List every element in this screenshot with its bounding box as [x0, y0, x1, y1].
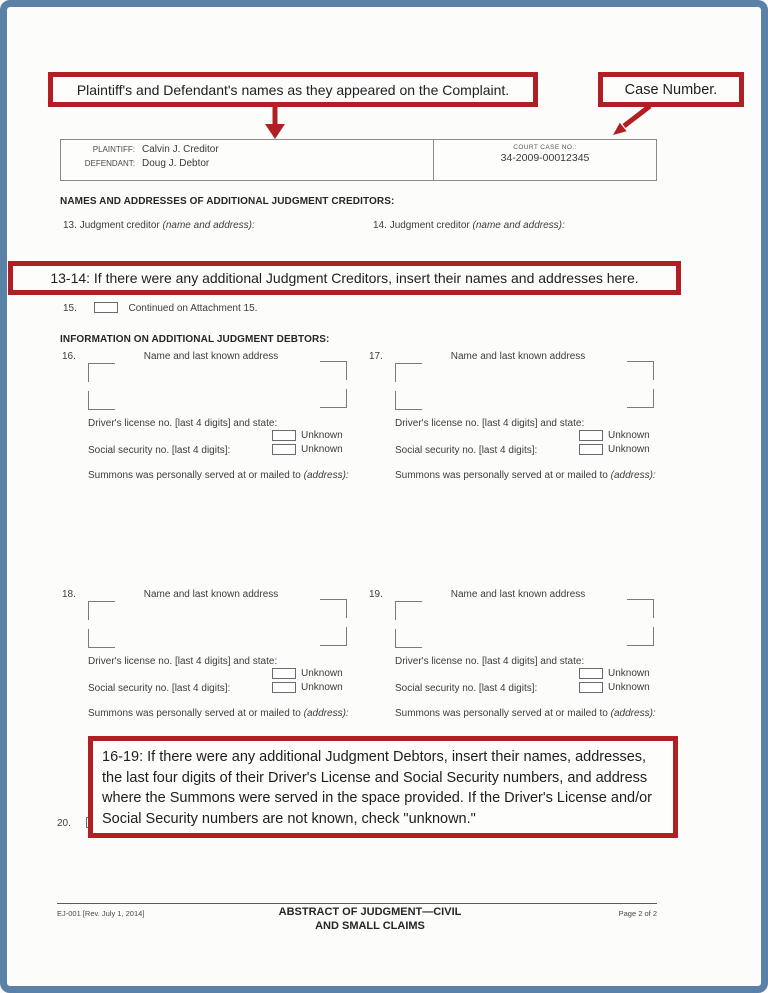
address-corner-mark-icon — [320, 389, 347, 408]
unknown-label: Unknown — [608, 682, 650, 693]
item-number: 14. — [373, 220, 387, 231]
item-number: 13. — [63, 220, 77, 231]
drivers-license-label: Driver's license no. [last 4 digits] and state: — [395, 418, 585, 429]
creditors-section-heading: NAMES AND ADDRESSES OF ADDITIONAL JUDGMENT CREDITORS: — [60, 196, 395, 207]
address-corner-mark-icon — [627, 361, 654, 380]
plaintiff-row — [69, 144, 433, 155]
court-case-no-value: 34-2009-00012345 — [500, 152, 590, 164]
address-hint: (address): — [303, 708, 349, 719]
debtor-block-18 — [60, 589, 360, 725]
continued-attachment-checkbox[interactable] — [94, 302, 118, 313]
ssn-unknown-row — [579, 682, 650, 693]
item-number: 16. — [62, 351, 76, 362]
case-caption-table — [60, 139, 657, 181]
defendant-name: Doug J. Debtor — [142, 158, 210, 169]
name-address-label: Name and last known address — [450, 589, 586, 600]
item-number: 18. — [62, 589, 76, 600]
address-corner-mark-icon — [88, 391, 115, 410]
summons-served-label: Summons was personally served at or mailed to (address): — [88, 470, 349, 481]
annotation-creditors-callout — [8, 261, 681, 295]
address-hint: (address): — [610, 470, 656, 481]
continued-attachment-15-row — [63, 302, 257, 314]
item-number: 20. — [57, 818, 71, 829]
item-number: 19. — [369, 589, 383, 600]
page-number: Page 2 of 2 — [618, 909, 657, 918]
annotation-debtors-text: 16-19: If there were any additional Judgment Debtors, insert their names, addresses, the last four digits of their Driver's License and Social Security numbers, and address where the Summons were served in the space provided. If the Driver's License and/or Social Security numbers are not known, check "unknown." — [102, 749, 653, 827]
address-corner-mark-icon — [320, 627, 347, 646]
item-number: 17. — [369, 351, 383, 362]
ssn-unknown-checkbox[interactable] — [272, 444, 296, 455]
dl-unknown-checkbox[interactable] — [579, 430, 603, 441]
address-hint: (address): — [610, 708, 656, 719]
ssn-unknown-checkbox[interactable] — [272, 682, 296, 693]
diagonal-arrow-icon — [600, 105, 660, 139]
form-title-line2: AND SMALL CLAIMS — [315, 919, 425, 932]
plaintiff-label: PLAINTIFF: — [92, 145, 135, 154]
ssn-unknown-row — [272, 444, 343, 455]
drivers-license-label: Driver's license no. [last 4 digits] and state: — [395, 656, 585, 667]
judgment-creditor-label: Judgment creditor — [389, 220, 470, 231]
annotation-debtors-callout — [88, 736, 678, 838]
summons-served-label: Summons was personally served at or mailed to (address): — [88, 708, 349, 719]
debtor-block-17 — [367, 351, 667, 487]
dl-unknown-checkbox[interactable] — [272, 430, 296, 441]
footer-divider — [57, 903, 657, 904]
form-title — [200, 906, 540, 933]
address-corner-mark-icon — [627, 599, 654, 618]
judgment-creditor-label: Judgment creditor — [79, 220, 160, 231]
drivers-license-label: Driver's license no. [last 4 digits] and state: — [88, 418, 278, 429]
address-corner-mark-icon — [395, 601, 422, 620]
social-security-label: Social security no. [last 4 digits]: — [88, 683, 231, 694]
annotation-names-text: Plaintiff's and Defendant's names as they appeared on the Complaint. — [76, 81, 510, 98]
summons-served-label: Summons was personally served at or mailed to (address): — [395, 708, 656, 719]
name-address-label: Name and last known address — [450, 351, 586, 362]
dl-unknown-row — [579, 430, 650, 441]
address-corner-mark-icon — [88, 629, 115, 648]
debtors-section-heading: INFORMATION ON ADDITIONAL JUDGMENT DEBTORS: — [60, 334, 330, 345]
form-title-line1: ABSTRACT OF JUDGMENT—CIVIL — [278, 906, 462, 918]
address-corner-mark-icon — [395, 363, 422, 382]
social-security-label: Social security no. [last 4 digits]: — [88, 445, 231, 456]
address-corner-mark-icon — [88, 363, 115, 382]
debtor-block-16 — [60, 351, 360, 487]
address-corner-mark-icon — [320, 361, 347, 380]
ssn-unknown-row — [272, 682, 343, 693]
unknown-label: Unknown — [301, 444, 343, 455]
address-hint: (address): — [303, 470, 349, 481]
annotation-names-callout — [48, 72, 538, 107]
name-address-label: Name and last known address — [143, 589, 279, 600]
social-security-label: Social security no. [last 4 digits]: — [395, 683, 538, 694]
judgment-creditor-13 — [63, 220, 255, 231]
continued-attachment-label: Continued on Attachment 15. — [128, 303, 258, 314]
form-id: EJ-001 [Rev. July 1, 2014] — [57, 909, 145, 918]
dl-unknown-row — [579, 668, 650, 679]
name-address-label: Name and last known address — [143, 351, 279, 362]
address-corner-mark-icon — [88, 601, 115, 620]
court-case-number-cell — [433, 140, 656, 180]
dl-unknown-checkbox[interactable] — [579, 668, 603, 679]
unknown-label: Unknown — [301, 430, 343, 441]
debtor-block-19 — [367, 589, 667, 725]
ssn-unknown-checkbox[interactable] — [579, 444, 603, 455]
defendant-label: DEFENDANT: — [84, 159, 135, 168]
unknown-label: Unknown — [608, 430, 650, 441]
dl-unknown-checkbox[interactable] — [272, 668, 296, 679]
ssn-unknown-checkbox[interactable] — [579, 682, 603, 693]
parties-cell — [61, 140, 433, 180]
ssn-unknown-row — [579, 444, 650, 455]
summons-served-label: Summons was personally served at or mailed to (address): — [395, 470, 656, 481]
annotation-case-number-callout — [598, 72, 744, 107]
court-case-no-label: COURT CASE NO.: — [513, 144, 577, 151]
address-corner-mark-icon — [395, 629, 422, 648]
address-corner-mark-icon — [395, 391, 422, 410]
unknown-label: Unknown — [608, 444, 650, 455]
unknown-label: Unknown — [608, 668, 650, 679]
name-address-hint: (name and address): — [162, 220, 255, 231]
item-number: 15. — [63, 303, 77, 314]
dl-unknown-row — [272, 668, 343, 679]
down-arrow-icon — [258, 105, 292, 141]
drivers-license-label: Driver's license no. [last 4 digits] and state: — [88, 656, 278, 667]
social-security-label: Social security no. [last 4 digits]: — [395, 445, 538, 456]
address-corner-mark-icon — [320, 599, 347, 618]
plaintiff-name: Calvin J. Creditor — [142, 144, 219, 155]
defendant-row — [69, 158, 433, 169]
dl-unknown-row — [272, 430, 343, 441]
name-address-hint: (name and address): — [472, 220, 565, 231]
unknown-label: Unknown — [301, 682, 343, 693]
address-corner-mark-icon — [627, 389, 654, 408]
judgment-creditor-14 — [373, 220, 565, 231]
unknown-label: Unknown — [301, 668, 343, 679]
address-corner-mark-icon — [627, 627, 654, 646]
annotation-case-number-text: Case Number. — [624, 81, 718, 98]
annotation-creditors-text: 13-14: If there were any additional Judgment Creditors, insert their names and addresses here. — [50, 270, 639, 286]
